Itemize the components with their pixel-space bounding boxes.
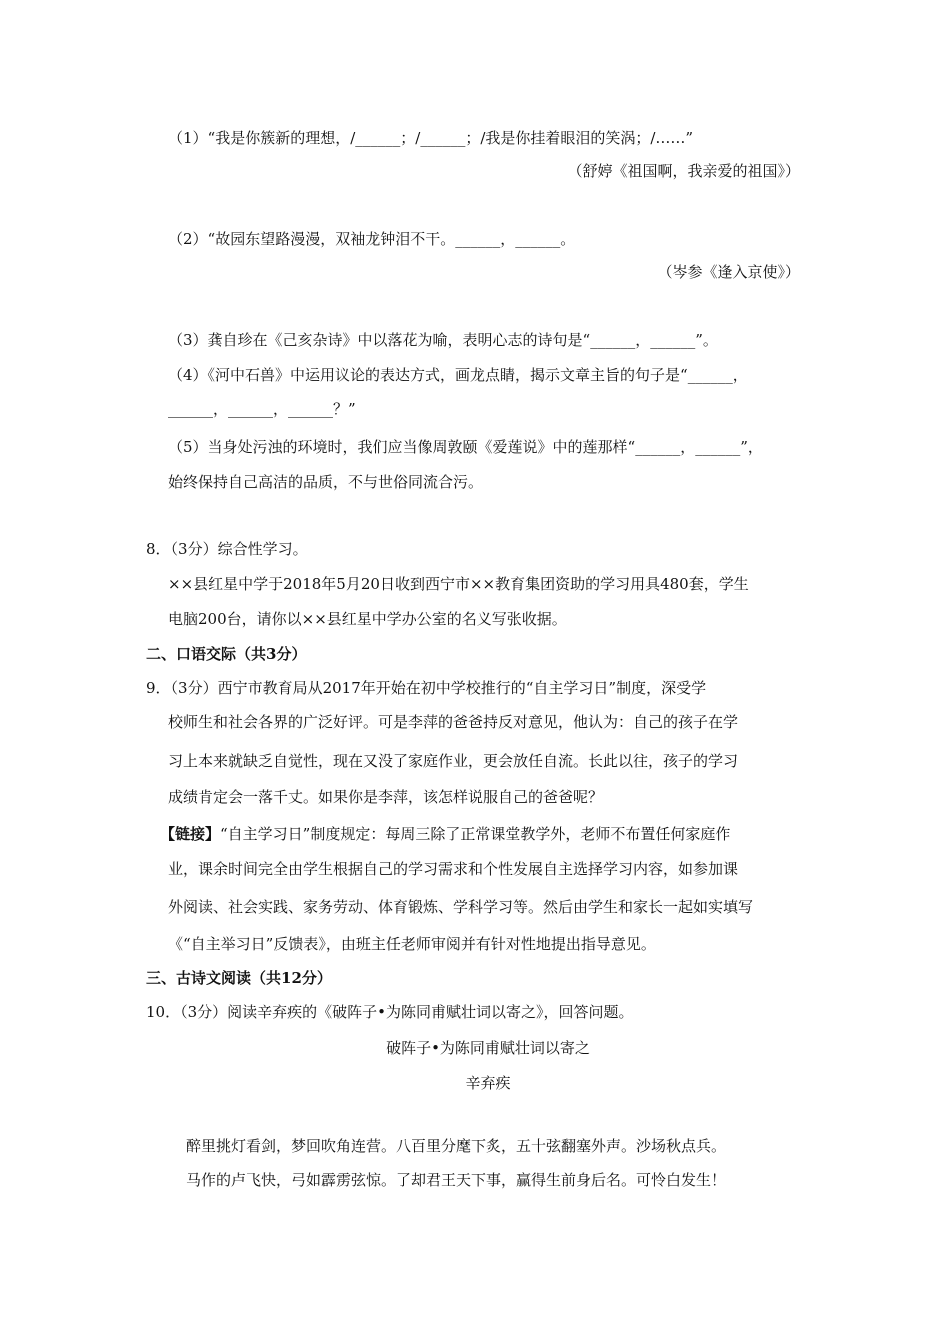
q9-line1: 9．（3分）西宁市教育局从2017年开始在初中学校推行的“自主学习日”制度，深受学 <box>146 679 707 697</box>
q7-item1-source: （舒婷《祖国啊，我亲爱的祖国》） <box>567 162 800 180</box>
poem-author: 辛弃疾 <box>465 1074 511 1092</box>
section3-title: 三、古诗文阅读（共12分） <box>146 969 332 987</box>
q7-item2-source: （岑参《逢入京使》） <box>657 263 800 281</box>
q8-head: 8．（3分）综合性学习。 <box>146 540 308 558</box>
q9-link-line3: 外阅读、社会实践、家务劳动、体育锻炼、学科学习等。然后由学生和家长一起如实填写 <box>168 898 754 916</box>
q7-item5-line2: 始终保持自己高洁的品质，不与世俗同流合污。 <box>168 473 484 491</box>
q8-line1: ××县红星中学于2018年5月20日收到西宁市××教育集团资助的学习用具480套，学生 <box>168 575 749 593</box>
q9-link-text1: “自主学习日”制度规定：每周三除了正常课堂教学外，老师不布置任何家庭作 <box>220 825 731 843</box>
poem-line1: 醉里挑灯看剑，梦回吹角连营。八百里分麾下炙，五十弦翻塞外声。沙场秋点兵。 <box>186 1137 727 1155</box>
q7-item1-line: （1）“我是你簇新的理想，/______；/______；/我是你挂着眼泪的笑涡；/……” <box>168 129 694 147</box>
q7-item3-line: （3）龚自珍在《己亥杂诗》中以落花为喻，表明心志的诗句是“______，______”。 <box>168 331 718 349</box>
q9-line4: 成绩肯定会一落千丈。如果你是李萍，该怎样说服自己的爸爸呢？ <box>168 788 604 806</box>
q9-line3: 习上本来就缺乏自觉性，现在又没了家庭作业，更会放任自流。长此以往，孩子的学习 <box>168 752 739 770</box>
q7-item4-line1: （4）《河中石兽》中运用议论的表达方式，画龙点睛，揭示文章主旨的句子是“______， <box>168 366 748 384</box>
section2-title: 二、口语交际（共3分） <box>146 645 307 663</box>
q9-link-label: 【链接】 <box>160 825 221 843</box>
q7-item2-line: （2）“故园东望路漫漫，双袖龙钟泪不干。______，______。 <box>168 230 576 248</box>
q9-link-line4: 《“自主举习日”反馈表》，由班主任老师审阅并有针对性地提出指导意见。 <box>168 935 656 953</box>
q8-line2: 电脑200台，请你以××县红星中学办公室的名义写张收据。 <box>168 610 567 628</box>
q7-item5-line1: （5）当身处污浊的环境时，我们应当像周敦颐《爱莲说》中的莲那样“______，______”， <box>168 438 763 456</box>
poem-title: 破阵子•为陈同甫赋壮词以寄之 <box>386 1039 590 1057</box>
q9-link-line1 <box>160 823 730 845</box>
poem-line2: 马作的卢飞快，弓如霹雳弦惊。了却君王天下事，赢得生前身后名。可怜白发生！ <box>186 1171 727 1189</box>
q9-link-line2: 业，课余时间完全由学生根据自己的学习需求和个性发展自主选择学习内容，如参加课 <box>168 860 739 878</box>
q9-line2: 校师生和社会各界的广泛好评。可是李萍的爸爸持反对意见，他认为：自己的孩子在学 <box>168 713 739 731</box>
q10-head: 10．（3分）阅读辛弃疾的《破阵子•为陈同甫赋壮词以寄之》，回答问题。 <box>146 1003 634 1021</box>
q7-item4-line2: ______，______，______？” <box>168 400 356 418</box>
